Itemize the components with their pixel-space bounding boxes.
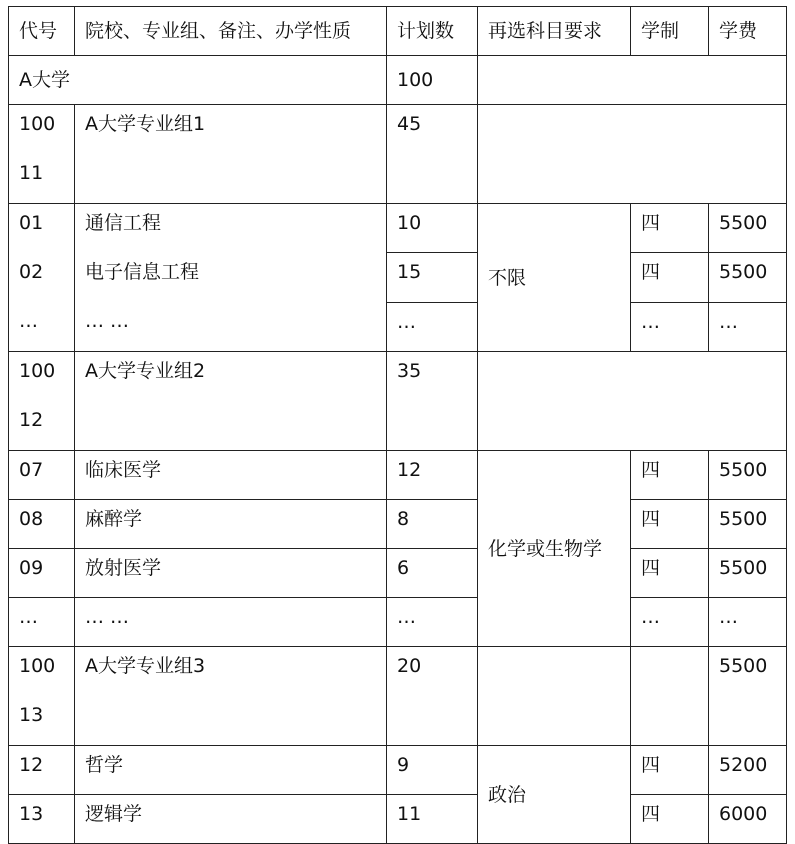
group-empty-cell xyxy=(478,105,787,204)
major-years: 四 xyxy=(631,795,709,844)
subject-requirement: 政治 xyxy=(478,746,631,844)
major-name: 麻醉学 xyxy=(75,500,387,549)
group-code-line1: 100 xyxy=(19,360,56,382)
major-years: 四 xyxy=(631,500,709,549)
group-plan: 45 xyxy=(387,105,478,204)
group-code xyxy=(9,105,75,204)
major-years: 四 xyxy=(631,549,709,598)
major-years: 四 xyxy=(631,204,709,253)
header-plan-count: 计划数 xyxy=(387,7,478,56)
major-plan: 10 xyxy=(387,204,478,253)
major-years: 四 xyxy=(631,253,709,302)
header-fee: 学费 xyxy=(709,7,787,56)
major-code: 08 xyxy=(9,500,75,549)
major-plan: 11 xyxy=(387,795,478,844)
header-years: 学制 xyxy=(631,7,709,56)
major-years: 四 xyxy=(631,746,709,795)
group-plan: 35 xyxy=(387,352,478,451)
major-name: 通信工程 xyxy=(85,212,162,234)
major-row xyxy=(9,795,787,844)
major-codes-cell xyxy=(9,204,75,352)
subject-requirement: 不限 xyxy=(478,204,631,352)
major-fee: 5500 xyxy=(709,549,787,598)
major-row xyxy=(9,549,787,598)
major-row xyxy=(9,204,787,253)
university-name: A大学 xyxy=(9,56,387,105)
major-row xyxy=(9,500,787,549)
major-code: 01 xyxy=(19,212,44,234)
major-code: 02 xyxy=(19,261,44,283)
group-code-line2: 12 xyxy=(19,409,44,431)
group-code-line1: 100 xyxy=(19,113,56,135)
major-years: … xyxy=(631,598,709,647)
group-row xyxy=(9,647,787,746)
major-name: 电子信息工程 xyxy=(85,261,200,283)
university-plan: 100 xyxy=(387,56,478,105)
group-empty-cell xyxy=(478,647,631,746)
major-code: 07 xyxy=(9,451,75,500)
major-name: 逻辑学 xyxy=(75,795,387,844)
group-code xyxy=(9,352,75,451)
major-code: … xyxy=(19,310,38,332)
major-code: … xyxy=(9,598,75,647)
group-code xyxy=(9,647,75,746)
group-row xyxy=(9,105,787,204)
major-name: 放射医学 xyxy=(75,549,387,598)
group-name: A大学专业组3 xyxy=(75,647,387,746)
major-row xyxy=(9,598,787,647)
subject-requirement: 化学或生物学 xyxy=(478,451,631,647)
major-code: 12 xyxy=(9,746,75,795)
group-name: A大学专业组2 xyxy=(75,352,387,451)
group-name: A大学专业组1 xyxy=(75,105,387,204)
major-names-cell xyxy=(75,204,387,352)
major-plan: 8 xyxy=(387,500,478,549)
major-fee: 5500 xyxy=(709,500,787,549)
major-name: 哲学 xyxy=(75,746,387,795)
group-code-line1: 100 xyxy=(19,655,56,677)
major-fee: 5500 xyxy=(709,253,787,302)
enrollment-plan-table xyxy=(8,6,787,844)
major-plan: 6 xyxy=(387,549,478,598)
header-row xyxy=(9,7,787,56)
header-subject-requirement: 再选科目要求 xyxy=(478,7,631,56)
major-name: … … xyxy=(85,310,130,332)
major-row xyxy=(9,451,787,500)
group-empty-cell xyxy=(631,647,709,746)
university-row xyxy=(9,56,787,105)
major-name: … … xyxy=(75,598,387,647)
major-fee: … xyxy=(709,302,787,351)
major-fee: … xyxy=(709,598,787,647)
group-plan: 20 xyxy=(387,647,478,746)
major-name: 临床医学 xyxy=(75,451,387,500)
major-code: 13 xyxy=(9,795,75,844)
major-plan: … xyxy=(387,598,478,647)
header-school-group: 院校、专业组、备注、办学性质 xyxy=(75,7,387,56)
major-fee: 5200 xyxy=(709,746,787,795)
group-code-line2: 13 xyxy=(19,704,44,726)
major-years: … xyxy=(631,302,709,351)
group-code-line2: 11 xyxy=(19,162,44,184)
major-fee: 5500 xyxy=(709,204,787,253)
header-code: 代号 xyxy=(9,7,75,56)
group-row xyxy=(9,352,787,451)
major-plan: 9 xyxy=(387,746,478,795)
major-fee: 6000 xyxy=(709,795,787,844)
university-empty-cell xyxy=(478,56,787,105)
group-fee: 5500 xyxy=(709,647,787,746)
major-fee: 5500 xyxy=(709,451,787,500)
group-empty-cell xyxy=(478,352,787,451)
major-plan: 15 xyxy=(387,253,478,302)
major-plan: 12 xyxy=(387,451,478,500)
major-code: 09 xyxy=(9,549,75,598)
major-row xyxy=(9,746,787,795)
major-plan: … xyxy=(387,302,478,351)
major-years: 四 xyxy=(631,451,709,500)
